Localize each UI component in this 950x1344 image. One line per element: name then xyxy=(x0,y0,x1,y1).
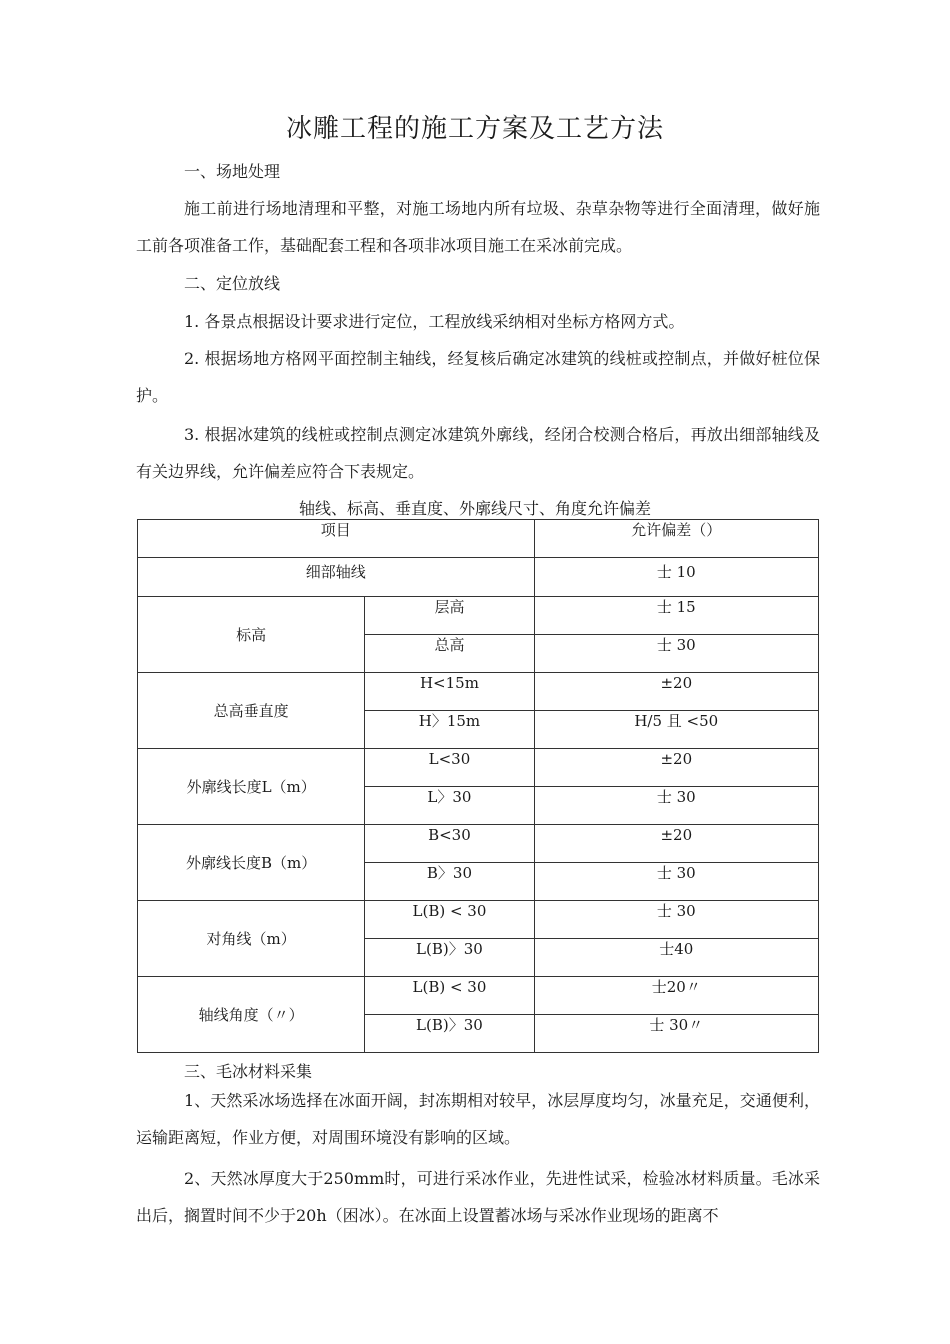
group-label: 轴线角度（〃） xyxy=(138,977,365,1053)
document-title: 冰雕工程的施工方案及工艺方法 xyxy=(285,114,664,144)
tolerance-table xyxy=(137,519,819,1053)
table-row xyxy=(138,673,819,711)
sub-label: B〉30 xyxy=(365,863,534,901)
row-value: 士40 xyxy=(534,939,818,977)
sub-label: H〉15m xyxy=(365,711,534,749)
table-row xyxy=(138,558,819,597)
section-2-item-2: 2. 根据场地方格网平面控制主轴线，经复核后确定冰建筑的线桩或控制点，并做好桩位保护。 xyxy=(136,349,820,405)
table-header-row xyxy=(138,520,819,558)
row-value: ±20 xyxy=(534,825,818,863)
section-3-item-2: 2、天然冰厚度大于250mm时，可进行采冰作业，先进性试采，检验冰材料质量。毛冰采出后，搁置时间不少于20h（困冰）。在冰面上设置蓄冰场与采冰作业现场的距离不 xyxy=(136,1169,820,1225)
row-value: 士 30 xyxy=(534,635,818,673)
row-value: 士 15 xyxy=(534,597,818,635)
group-label: 标高 xyxy=(138,597,365,673)
table-row xyxy=(138,977,819,1015)
row-value: H/5 且 <50 xyxy=(534,711,818,749)
row-value: 士 30 xyxy=(534,901,818,939)
table-row xyxy=(138,901,819,939)
header-tolerance: 允许偏差（） xyxy=(534,520,818,558)
group-label: 外廓线长度B（m） xyxy=(138,825,365,901)
table-row xyxy=(138,597,819,635)
header-item: 项目 xyxy=(138,520,535,558)
sub-label: L<30 xyxy=(365,749,534,787)
group-label: 对角线（m） xyxy=(138,901,365,977)
row-value: 士 30 xyxy=(534,863,818,901)
section-1-paragraph: 施工前进行场地清理和平整，对施工场地内所有垃圾、杂草杂物等进行全面清理，做好施工前各项准备工作，基础配套工程和各项非冰项目施工在采冰前完成。 xyxy=(136,199,820,255)
row-value: 士 10 xyxy=(534,558,818,597)
section-1-heading: 一、场地处理 xyxy=(184,162,281,181)
table-row xyxy=(138,825,819,863)
table-caption: 轴线、标高、垂直度、外廓线尺寸、角度允许偏差 xyxy=(298,499,651,518)
sub-label: L〉30 xyxy=(365,787,534,825)
group-label: 外廓线长度L（m） xyxy=(138,749,365,825)
sub-label: 总高 xyxy=(365,635,534,673)
sub-label: L(B) < 30 xyxy=(365,977,534,1015)
section-2-item-3: 3. 根据冰建筑的线桩或控制点测定冰建筑外廓线，经闭合校测合格后，再放出细部轴线及有关边界线，允许偏差应符合下表规定。 xyxy=(136,425,820,481)
row-value: 士 30〃 xyxy=(534,1015,818,1053)
section-2-item-1: 1. 各景点根据设计要求进行定位，工程放线采纳相对坐标方格网方式。 xyxy=(184,312,685,331)
row-value: 士 30 xyxy=(534,787,818,825)
sub-label: H<15m xyxy=(365,673,534,711)
sub-label: B<30 xyxy=(365,825,534,863)
sub-label: L(B)〉30 xyxy=(365,939,534,977)
sub-label: 层高 xyxy=(365,597,534,635)
row-value: ±20 xyxy=(534,749,818,787)
section-3-item-1: 1、天然采冰场选择在冰面开阔，封冻期相对较早，冰层厚度均匀，冰量充足，交通便利，运输距离短，作业方便，对周围环境没有影响的区域。 xyxy=(136,1091,820,1147)
row-label: 细部轴线 xyxy=(138,558,535,597)
section-3-heading: 三、毛冰材料采集 xyxy=(184,1062,313,1081)
sub-label: L(B) < 30 xyxy=(365,901,534,939)
group-label: 总高垂直度 xyxy=(138,673,365,749)
row-value: 士20〃 xyxy=(534,977,818,1015)
section-2-heading: 二、定位放线 xyxy=(184,274,281,293)
sub-label: L(B)〉30 xyxy=(365,1015,534,1053)
table-row xyxy=(138,749,819,787)
row-value: ±20 xyxy=(534,673,818,711)
